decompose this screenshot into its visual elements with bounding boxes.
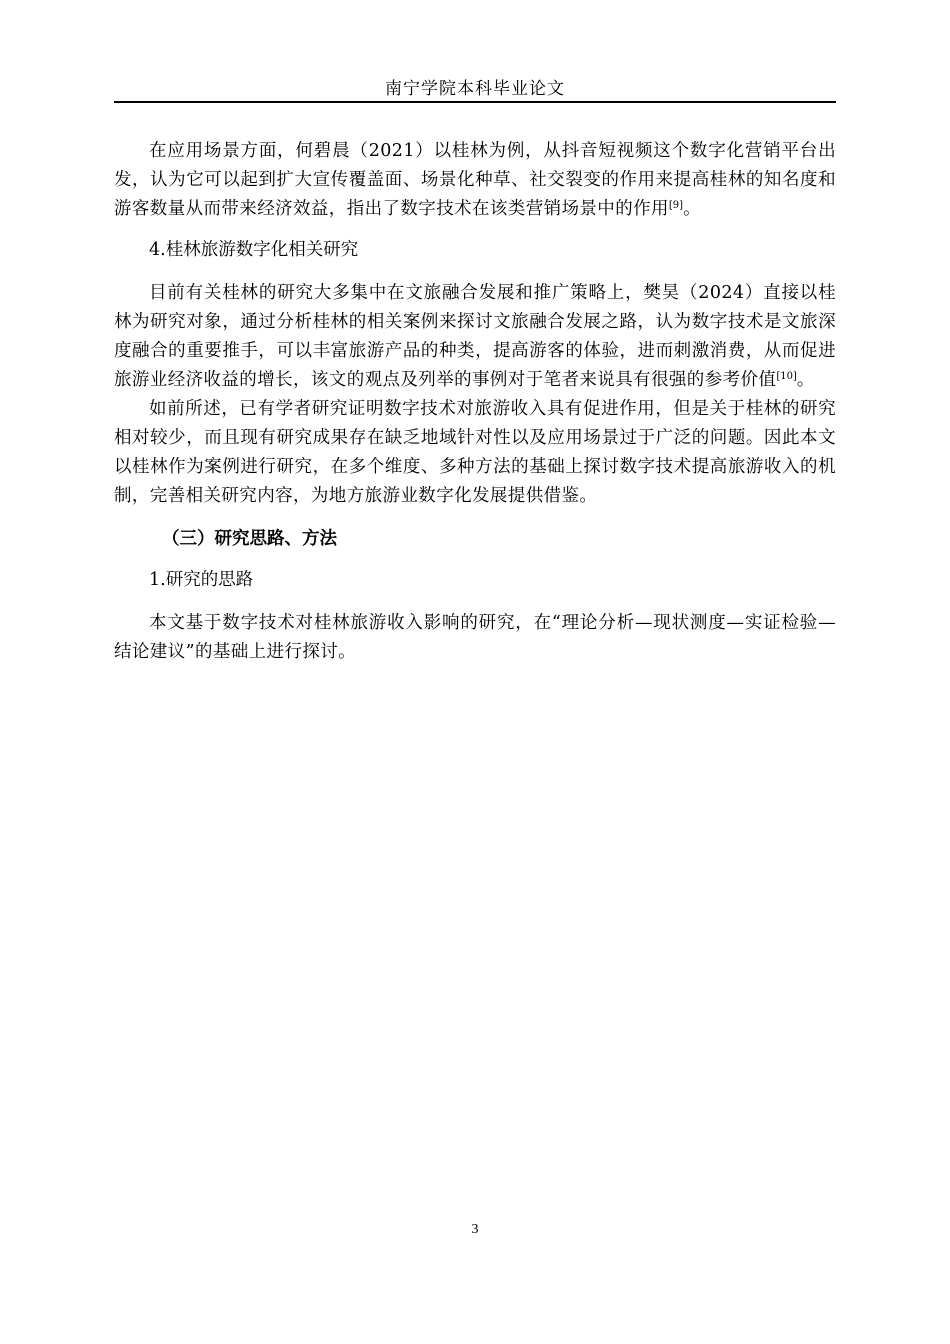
- paragraph-text: 目前有关桂林的研究大多集中在文旅融合发展和推广策略上，樊昊（2024）直接以桂林为研究对象，通过分析桂林的相关案例来探讨文旅融合发展之路，认为数字技术是文旅深度融合的重要推手，可以丰富旅游产品的种类，提高游客的体验，进而刺激消费，从而促进旅游业经济收益的增长，该文的观点及列举的事例对于笔者来说具有很强的参考价值: [114, 283, 836, 390]
- citation-ref-10[interactable]: [10]: [776, 371, 797, 382]
- section-heading-4: 4.桂林旅游数字化相关研究: [149, 240, 359, 260]
- paragraph-research-idea: 本文基于数字技术对桂林旅游收入影响的研究，在“理论分析—现状测度—实证检验—结论建议”的基础上进行探讨。: [114, 613, 836, 662]
- paragraph-application-scenario: [114, 137, 836, 224]
- paragraph-text: 在应用场景方面，何碧晨（2021）以桂林为例，从抖音短视频这个数字化营销平台出发，认为它可以起到扩大宣传覆盖面、场景化种草、社交裂变的作用来提高桂林的知名度和游客数量从而带来经济效益，指出了数字技术在该类营销场景中的作用: [114, 141, 836, 219]
- section-heading-research-methods: （三）研究思路、方法: [162, 529, 337, 549]
- page-number: 3: [471, 1222, 479, 1237]
- header-rule: [114, 101, 836, 103]
- subsection-heading-research-idea: 1.研究的思路: [149, 570, 254, 590]
- paragraph-end: 。: [683, 199, 701, 219]
- body-content: [114, 137, 836, 667]
- running-header: 南宁学院本科毕业论文: [385, 79, 565, 99]
- citation-ref-9[interactable]: [9]: [668, 200, 684, 211]
- paragraph-guilin-research: [114, 279, 836, 395]
- paragraph-end: 。: [796, 370, 815, 390]
- paragraph-summary: 如前所述，已有学者研究证明数字技术对旅游收入具有促进作用，但是关于桂林的研究相对较少，而且现有研究成果存在缺乏地域针对性以及应用场景过于广泛的问题。因此本文以桂林作为案例进行研究，在多个维度、多种方法的基础上探讨数字技术提高旅游收入的机制，完善相关研究内容，为地方旅游业数字化发展提供借鉴。: [114, 399, 836, 506]
